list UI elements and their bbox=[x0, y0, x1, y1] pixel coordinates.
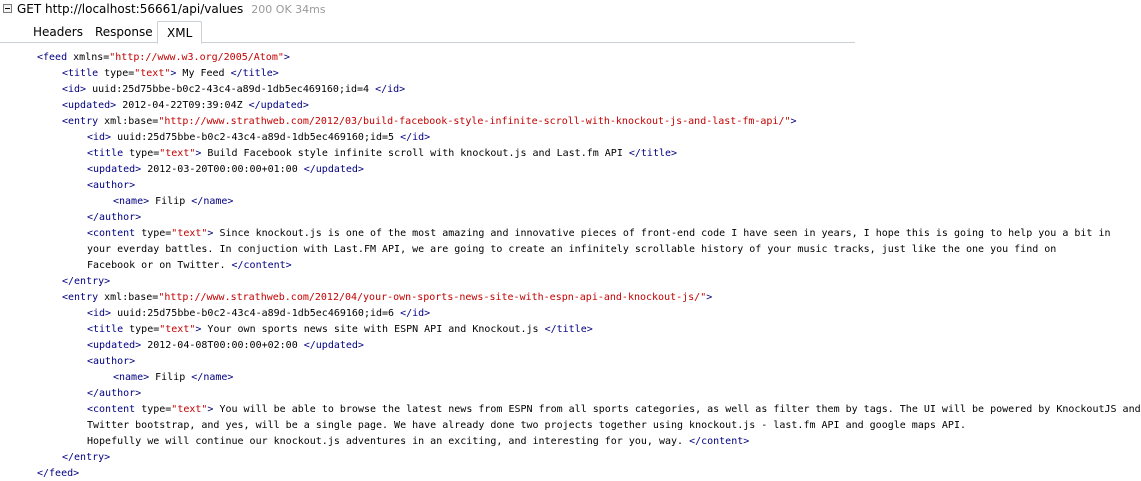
xml-tag: > bbox=[195, 148, 202, 159]
xml-tag: > bbox=[790, 116, 797, 127]
xml-attr-value: "text" bbox=[171, 228, 208, 239]
xml-attr-value: "text" bbox=[159, 324, 196, 335]
xml-tag: <id> bbox=[87, 308, 112, 319]
request-header-row[interactable] bbox=[0, 0, 855, 19]
xml-tag: </updated> bbox=[248, 100, 309, 111]
xml-line-id bbox=[62, 82, 405, 97]
xml-attr-name: xml:base= bbox=[98, 116, 159, 127]
xml-text: Twitter bootstrap, and yes, will be a single page. We have already done two projects together using knockout.js - last.fm API and google maps API. bbox=[87, 420, 966, 431]
xml-line-id bbox=[87, 130, 430, 145]
xml-text: Filip bbox=[149, 372, 192, 383]
xml-tag: <content bbox=[87, 228, 136, 239]
xml-tag: </author> bbox=[87, 212, 142, 223]
xml-tag: <title bbox=[87, 148, 124, 159]
xml-tag: <author> bbox=[87, 180, 136, 191]
xml-line-content-end bbox=[87, 434, 749, 449]
xml-attr-value: "text" bbox=[159, 148, 196, 159]
xml-line-content-end bbox=[87, 258, 292, 273]
xml-line-entry-close bbox=[62, 450, 110, 465]
request-line[interactable] bbox=[17, 0, 326, 19]
xml-attr-name: type= bbox=[135, 404, 172, 415]
tab-response[interactable]: Response bbox=[95, 25, 153, 39]
xml-tag: <title bbox=[62, 68, 99, 79]
tab-headers[interactable]: Headers bbox=[33, 25, 83, 39]
xml-attr-name: type= bbox=[135, 228, 172, 239]
xml-text: 2012-03-20T00:00:00+01:00 bbox=[141, 164, 304, 175]
xml-tag: </content> bbox=[231, 260, 292, 271]
xml-tag: </title> bbox=[230, 68, 279, 79]
xml-tag: > bbox=[207, 228, 214, 239]
xml-tag: <feed bbox=[37, 52, 68, 63]
xml-tag: <updated> bbox=[62, 100, 117, 111]
xml-tag: > bbox=[170, 68, 177, 79]
xml-tag: </title> bbox=[544, 324, 593, 335]
xml-line-entry-close bbox=[62, 274, 110, 289]
xml-line-updated bbox=[87, 338, 364, 353]
collapse-icon[interactable] bbox=[3, 4, 12, 13]
xml-line-feed-close bbox=[37, 466, 79, 481]
xml-attr-value: "http://www.strathweb.com/2012/03/build-facebook-style-infinite-scroll-with-knockout-js-and-last-fm-api/" bbox=[158, 116, 791, 127]
xml-tag: </content> bbox=[689, 436, 750, 447]
xml-tag: > bbox=[195, 324, 202, 335]
xml-text: 2012-04-22T09:39:04Z bbox=[116, 100, 249, 111]
xml-text: Hopefully we will continue our knockout.js adventures in an exciting, and interesting for you, way. bbox=[87, 436, 690, 447]
xml-text: uuid:25d75bbe-b0c2-43c4-a89d-1db5ec469160;id=5 bbox=[111, 132, 401, 143]
xml-attr-value: "text" bbox=[171, 404, 208, 415]
xml-line-entry-open bbox=[62, 290, 712, 305]
xml-line-title bbox=[62, 66, 279, 81]
xml-text: 2012-04-08T00:00:00+02:00 bbox=[141, 340, 304, 351]
xml-attr-name: type= bbox=[123, 324, 160, 335]
xml-tag: <name> bbox=[113, 372, 150, 383]
request-status: 200 OK 34ms bbox=[251, 3, 326, 16]
xml-tag: > bbox=[283, 52, 290, 63]
xml-tag: <id> bbox=[62, 84, 87, 95]
xml-tag: <updated> bbox=[87, 164, 142, 175]
xml-tag: </author> bbox=[87, 388, 142, 399]
xml-text: You will be able to browse the latest news from ESPN from all sports categories, as well as filter them by tags. The UI will be powered by KnockoutJS and bbox=[213, 404, 1141, 415]
xml-tag: </entry> bbox=[62, 452, 111, 463]
xml-tag: <content bbox=[87, 404, 136, 415]
xml-text: uuid:25d75bbe-b0c2-43c4-a89d-1db5ec469160;id=4 bbox=[86, 84, 376, 95]
xml-attr-name: xml:base= bbox=[98, 292, 159, 303]
xml-tag: > bbox=[706, 292, 713, 303]
xml-line-id bbox=[87, 306, 430, 321]
xml-attr-name: xmlns= bbox=[67, 52, 110, 63]
xml-tag: </name> bbox=[191, 372, 234, 383]
xml-text: Your own sports news site with ESPN API and Knockout.js bbox=[201, 324, 545, 335]
xml-tag: <entry bbox=[62, 292, 99, 303]
xml-line-updated bbox=[62, 98, 309, 113]
xml-line-content bbox=[87, 402, 1141, 417]
xml-text: My Feed bbox=[176, 68, 231, 79]
xml-tag: <author> bbox=[87, 356, 136, 367]
xml-tag: <updated> bbox=[87, 340, 142, 351]
xml-line-author-close bbox=[87, 386, 141, 401]
xml-text: your everday battles. In conjuction with Last.FM API, we are going to create an infinitely scrollable history of your music tracks, just like the one you find on bbox=[87, 244, 1057, 255]
xml-view bbox=[0, 44, 1141, 479]
xml-line-content-cont bbox=[87, 418, 966, 433]
xml-tag: </name> bbox=[191, 196, 234, 207]
xml-tag: </title> bbox=[628, 148, 678, 159]
xml-tag: <id> bbox=[87, 132, 112, 143]
xml-line-author-close bbox=[87, 210, 141, 225]
xml-text: uuid:25d75bbe-b0c2-43c4-a89d-1db5ec469160;id=6 bbox=[111, 308, 401, 319]
xml-tag: > bbox=[207, 404, 214, 415]
xml-attr-value: "http://www.strathweb.com/2012/04/your-own-sports-news-site-with-espn-api-and-knockout-js/" bbox=[158, 292, 707, 303]
xml-line-name bbox=[113, 194, 233, 209]
xml-text: Since knockout.js is one of the most amazing and innovative pieces of front-end code I have seen in years, I hope this is going to help you a bit in bbox=[213, 228, 1111, 239]
xml-text: Filip bbox=[149, 196, 192, 207]
xml-attr-value: "text" bbox=[134, 68, 171, 79]
xml-text: Facebook or on Twitter. bbox=[87, 260, 232, 271]
xml-tag: </updated> bbox=[303, 340, 364, 351]
xml-line-title bbox=[87, 146, 677, 161]
xml-line-title bbox=[87, 322, 593, 337]
xml-tag: <title bbox=[87, 324, 124, 335]
xml-tag: <name> bbox=[113, 196, 150, 207]
tab-xml[interactable]: XML bbox=[157, 21, 202, 44]
xml-line-name bbox=[113, 370, 233, 385]
xml-line-content-cont bbox=[87, 242, 1056, 257]
response-tabs bbox=[0, 19, 855, 43]
xml-tag: </id> bbox=[375, 84, 406, 95]
xml-line-updated bbox=[87, 162, 364, 177]
xml-line-content bbox=[87, 226, 1111, 241]
xml-tag: </id> bbox=[400, 308, 431, 319]
request-method-url: GET http://localhost:56661/api/values bbox=[17, 2, 244, 16]
xml-attr-value: "http://www.w3.org/2005/Atom" bbox=[109, 52, 284, 63]
xml-text: Build Facebook style infinite scroll with knockout.js and Last.fm API bbox=[201, 148, 629, 159]
xml-attr-name: type= bbox=[123, 148, 160, 159]
xml-attr-name: type= bbox=[98, 68, 135, 79]
xml-line-entry-open bbox=[62, 114, 797, 129]
xml-tag: </id> bbox=[400, 132, 431, 143]
xml-tag: </updated> bbox=[303, 164, 364, 175]
xml-tag: <entry bbox=[62, 116, 99, 127]
xml-line-author-open bbox=[87, 178, 135, 193]
xml-line-feed-open bbox=[37, 50, 290, 65]
xml-line-author-open bbox=[87, 354, 135, 369]
xml-tag: </feed> bbox=[37, 468, 80, 479]
xml-tag: </entry> bbox=[62, 276, 111, 287]
